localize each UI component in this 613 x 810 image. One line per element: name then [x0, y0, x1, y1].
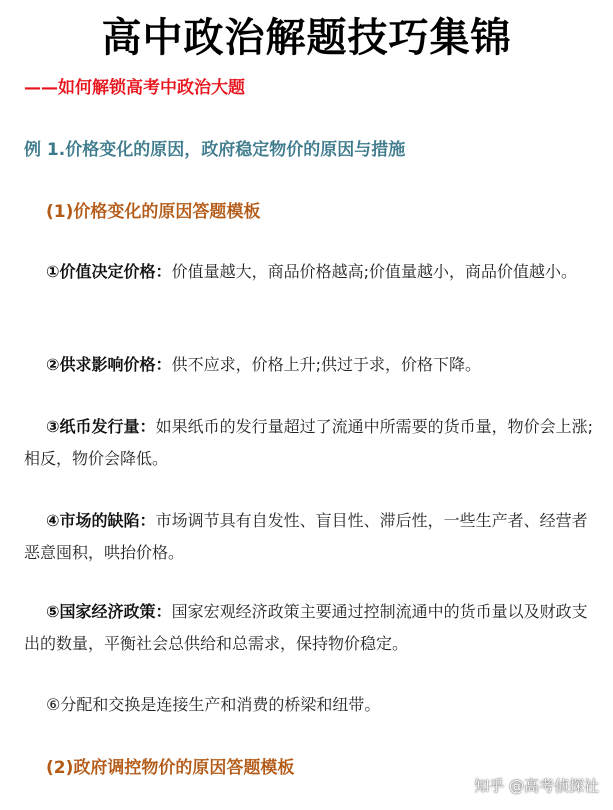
watermark: 知乎 @高考侦探社 [474, 777, 599, 795]
list-item-supply-demand [24, 349, 596, 381]
list-item-distribution-exchange [24, 689, 596, 721]
item-lead: ④市场的缺陷： [46, 511, 156, 530]
item-text: 国家宏观经济政策主要通过控制流通中的货币量以及财政支出的数量，平衡社会总供给和总需求，保持物价稳定。 [24, 602, 588, 653]
item-lead: ②供求影响价格： [46, 355, 172, 374]
item-text: 价值量越大，商品价格越高;价值量越小，商品价值越小。 [171, 262, 577, 281]
list-item-value-decides-price [24, 256, 596, 288]
document-title: 高中政治解题技巧集锦 [101, 15, 512, 61]
item-lead: ⑤国家经济政策： [46, 602, 172, 621]
example-heading: 例 1.价格变化的原因，政府稳定物价的原因与措施 [24, 140, 406, 160]
document-subtitle: ——如何解锁高考中政治大题 [24, 78, 245, 98]
list-item-economic-policy [24, 596, 596, 660]
item-lead: ③纸币发行量： [46, 417, 156, 436]
item-lead: ①价值决定价格： [46, 262, 172, 281]
list-item-market-defects [24, 505, 596, 569]
item-text: 如果纸币的发行量超过了流通中所需要的货币量，物价会上涨;相反，物价会降低。 [24, 417, 593, 468]
item-text: ⑥分配和交换是连接生产和消费的桥梁和纽带。 [46, 695, 381, 714]
section-heading-price-change: (1)价格变化的原因答题模板 [46, 202, 261, 222]
item-text: 供不应求，价格上升;供过于求，价格下降。 [171, 355, 481, 374]
item-text: 市场调节具有自发性、盲目性、滞后性，一些生产者、经营者恶意囤积，哄抬价格。 [24, 511, 588, 562]
list-item-currency-issuance [24, 411, 596, 475]
section-heading-government-control: (2)政府调控物价的原因答题模板 [46, 758, 295, 778]
